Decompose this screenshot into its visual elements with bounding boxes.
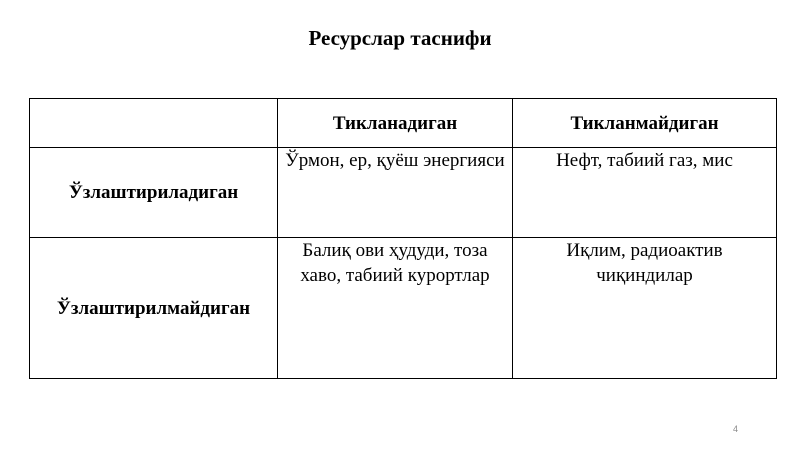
page-number: 4: [732, 424, 738, 434]
table-cell: Иқлим, радиоактив чиқиндилар: [513, 238, 777, 379]
slide-title: Ресурслар таснифи: [308, 26, 492, 50]
table-row: [30, 238, 777, 379]
table-cell: Ўрмон, ер, қуёш энергияси: [278, 148, 513, 238]
column-header-renewable: Тикланадиган: [278, 99, 513, 148]
table-row: [30, 148, 777, 238]
table-cell: Нефт, табиий газ, мис: [513, 148, 777, 238]
table-header-row: [30, 99, 777, 148]
row-header-unexploited: Ўзлаштирилмайдиган: [30, 238, 278, 379]
corner-cell: [30, 99, 278, 148]
classification-table: [29, 98, 777, 379]
row-header-exploited: Ўзлаштириладиган: [30, 148, 278, 238]
table-cell: Балиқ ови ҳудуди, тоза хаво, табиий курортлар: [278, 238, 513, 379]
column-header-nonrenewable: Тикланмайдиган: [513, 99, 777, 148]
